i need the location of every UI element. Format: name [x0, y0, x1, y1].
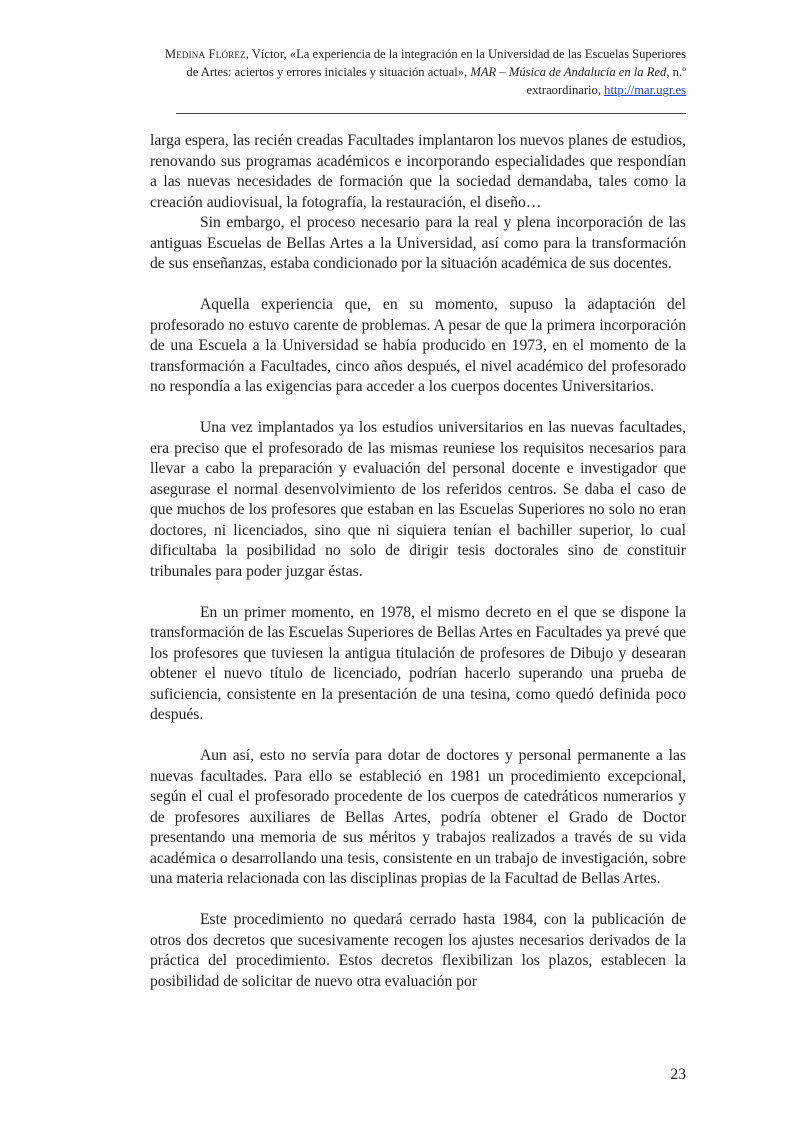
- paragraph-1: larga espera, las recién creadas Facultades implantaron los nuevos planes de estudios, renovando sus programas académicos e incorporando especialidades que respondían a las nuevas necesidades de formación que la sociedad demandaba, tales como la creación audiovisual, la fotografía, la restauración, el diseño…: [150, 132, 686, 211]
- paragraph-2: Sin embargo, el proceso necesario para la real y plena incorporación de las antiguas Escuelas de Bellas Artes a la Universidad, así como para la transformación de sus enseñanzas, estaba condicionado por la situación académica de sus docentes.: [150, 214, 686, 272]
- header-url-link[interactable]: http://mar.ugr.es: [604, 83, 686, 97]
- paragraph-5: En un primer momento, en 1978, el mismo decreto en el que se dispone la transformación de las Escuelas Superiores de Bellas Artes en Facultades ya prevé que los profesores que tuviesen la antigua titulación de profesores de Dibujo y desearan obtener el nuevo título de licenciado, podrían hacerlo superando una prueba de suficiencia, consistente en la presentación de una tesina, como quedó definida poco después.: [150, 603, 686, 723]
- paragraph-6: Aun así, esto no servía para dotar de doctores y personal permanente a las nuevas facultades. Para ello se estableció en 1981 un procedimiento excepcional, según el cual el profesorado procedente de los cuerpos de catedráticos numerarios y de profesores auxiliares de Bellas Artes, podría obtener el Grado de Doctor presentando una memoria de sus méritos y trabajos realizados a través de su vida académica o desarrollando una tesis, consistente en un trabajo de investigación, sobre una materia relacionada con las disciplinas propias de la Facultad de Bellas Artes.: [150, 747, 686, 887]
- header-author: Medina Flórez: [164, 47, 246, 61]
- page-number: 23: [670, 1066, 686, 1083]
- header-citation: , Víctor, «La experiencia de la integración en la Universidad de las Escuelas Superiores de Artes: aciertos y errores iniciales y situación actual»,: [186, 47, 686, 79]
- paragraph-7: Este procedimiento no quedará cerrado hasta 1984, con la publicación de otros dos decretos que sucesivamente recogen los ajustes necesarios derivados de la práctica del procedimiento. Estos decretos flexibilizan los plazos, establecen la posibilidad de solicitar de nuevo otra evaluación por: [150, 911, 686, 990]
- header-journal: MAR – Música de Andalucía en la Red: [470, 65, 667, 79]
- header-issue: , n.º extraordinario,: [526, 65, 686, 97]
- running-header: [150, 45, 686, 99]
- header-divider: [176, 113, 686, 114]
- paragraph-3: Aquella experiencia que, en su momento, supuso la adaptación del profesorado no estuvo carente de problemas. A pesar de que la primera incorporación de una Escuela a la Universidad se había producido en 1973, en el momento de la transformación a Facultades, cinco años después, el nivel académico del profesorado no respondía a las exigencias para acceder a los cuerpos docentes Universitarios.: [150, 296, 686, 395]
- body-text: [150, 131, 686, 992]
- paragraph-4: Una vez implantados ya los estudios universitarios en las nuevas facultades, era preciso que el profesorado de las mismas reuniese los requisitos necesarios para llevar a cabo la preparación y evaluación del personal docente e investigador que asegurase el normal desenvolvimiento de los referidos centros. Se daba el caso de que muchos de los profesores que estaban en las Escuelas Superiores no solo no eran doctores, ni licenciados, sino que ni siquiera tenían el bachiller superior, lo cual dificultaba la posibilidad no solo de dirigir tesis doctorales sino de constituir tribunales para poder juzgar éstas.: [150, 419, 686, 580]
